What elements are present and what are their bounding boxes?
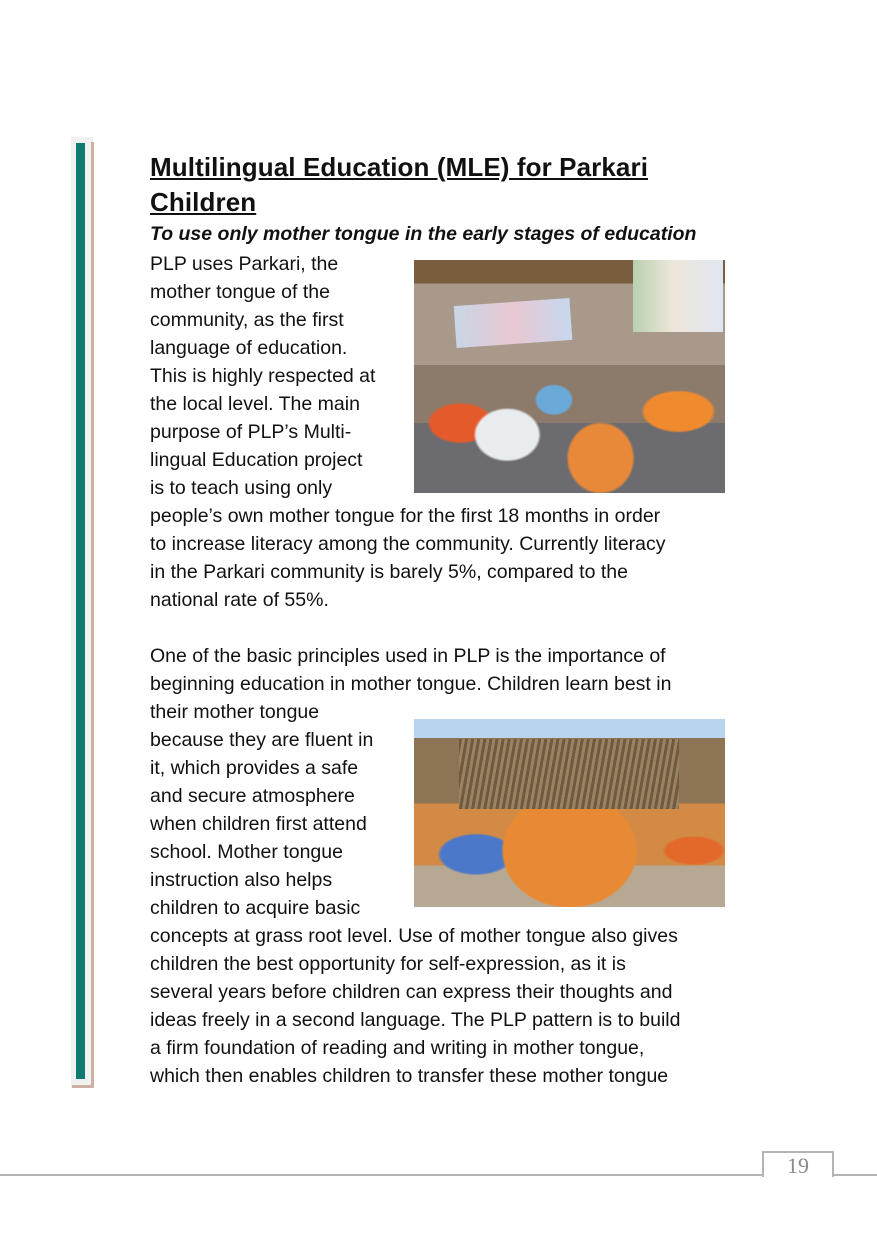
text-line: their mother tongue bbox=[150, 701, 320, 723]
text-line: which then enables children to transfer these mother tongue bbox=[150, 1065, 669, 1087]
footer-rule bbox=[0, 1174, 877, 1176]
text-line: purpose of PLP’s Multi- bbox=[150, 421, 352, 443]
side-bar-shadow-bottom bbox=[72, 1085, 94, 1088]
text-line: beginning education in mother tongue. Children learn best in bbox=[150, 673, 672, 695]
text-line: This is highly respected at bbox=[150, 365, 376, 387]
text-line: ideas freely in a second language. The PLP pattern is to build bbox=[150, 1009, 681, 1031]
text-line: concepts at grass root level. Use of mother tongue also gives bbox=[150, 925, 678, 947]
text-line: PLP uses Parkari, the bbox=[150, 253, 339, 275]
text-line: because they are fluent in bbox=[150, 729, 374, 751]
thatched-hut bbox=[459, 739, 679, 809]
text-line: school. Mother tongue bbox=[150, 841, 343, 863]
side-bar-shadow bbox=[91, 142, 94, 1088]
text-line: is to teach using only bbox=[150, 477, 333, 499]
text-line: One of the basic principles used in PLP is the importance of bbox=[150, 645, 666, 667]
text-line: the local level. The main bbox=[150, 393, 360, 415]
text-line: language of education. bbox=[150, 337, 348, 359]
text-line: instruction also helps bbox=[150, 869, 333, 891]
page-title bbox=[150, 150, 730, 220]
text-line: when children first attend bbox=[150, 813, 367, 835]
text-line: it, which provides a safe bbox=[150, 757, 359, 779]
text-line: community, as the first bbox=[150, 309, 344, 331]
side-accent-bar bbox=[76, 143, 85, 1079]
text-line: national rate of 55%. bbox=[150, 589, 329, 611]
text-line: in the Parkari community is barely 5%, compared to the bbox=[150, 561, 628, 583]
text-line: a firm foundation of reading and writing in mother tongue, bbox=[150, 1037, 645, 1059]
title-line: Children bbox=[150, 187, 257, 217]
text-line: to increase literacy among the community. Currently literacy bbox=[150, 533, 666, 555]
text-line: lingual Education project bbox=[150, 449, 363, 471]
subtitle: To use only mother tongue in the early stages of education bbox=[150, 223, 697, 245]
text-line: several years before children can express their thoughts and bbox=[150, 981, 673, 1003]
text-line: mother tongue of the bbox=[150, 281, 330, 303]
text-line: children to acquire basic bbox=[150, 897, 361, 919]
text-line: children the best opportunity for self-expression, as it is bbox=[150, 953, 626, 975]
school-group-photo bbox=[414, 719, 725, 907]
wall-map bbox=[454, 298, 573, 348]
wall-chart bbox=[633, 260, 723, 332]
text-line: and secure atmosphere bbox=[150, 785, 355, 807]
page-number: 19 bbox=[787, 1153, 809, 1178]
classroom-photo bbox=[414, 260, 725, 493]
title-line: Multilingual Education (MLE) for Parkari bbox=[150, 152, 649, 182]
text-line: people’s own mother tongue for the first 18 months in order bbox=[150, 505, 661, 527]
